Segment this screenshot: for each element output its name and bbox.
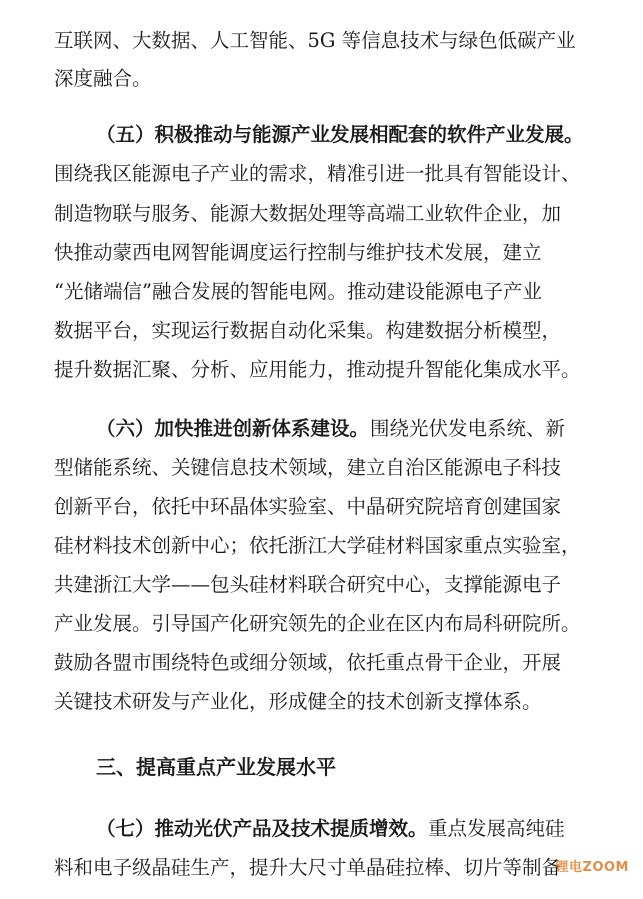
body-line <box>0 644 643 682</box>
body-line <box>0 234 643 272</box>
line-text: 料和电子级晶硅生产，提升大尺寸单晶硅拉棒、切片等制备 <box>54 856 562 879</box>
section-title-bold: （七）推动光伏产品及技术提质增效。 <box>96 817 428 840</box>
line-text: 硅材料技术创新中心；依托浙江大学硅材料国家重点实验室， <box>54 534 581 557</box>
body-line <box>0 449 643 487</box>
line-text: 产业发展。引导国产化研究领先的企业在区内布局科研院所。 <box>54 612 581 635</box>
line-text: 围绕我区能源电子产业的需求，精准引进一批具有智能设计、 <box>54 162 581 185</box>
chapter-title: 三、提高重点产业发展水平 <box>96 755 336 779</box>
line-text: 围绕光伏发电系统、新 <box>370 417 566 440</box>
section-heading-five <box>0 116 643 154</box>
body-line <box>0 155 643 193</box>
line-text: 提升数据汇聚、分析、应用能力，推动提升智能化集成水平。 <box>54 358 581 381</box>
line-text: 型储能系统、关键信息技术领域，建立自治区能源电子科技 <box>54 456 562 479</box>
body-line <box>0 605 643 643</box>
line-text: 创新平台，依托中环晶体实验室、中晶研究院培育创建国家 <box>54 495 562 518</box>
body-line <box>0 683 643 721</box>
body-line <box>0 312 643 350</box>
watermark-logo: 锂电ZOOM <box>555 860 629 875</box>
body-line <box>0 527 643 565</box>
line-text: 关键技术研发与产业化，形成健全的技术创新支撑体系。 <box>54 690 542 713</box>
line-text: 快推动蒙西电网智能调度运行控制与维护技术发展，建立 <box>54 241 542 264</box>
section-title-bold: （六）加快推进创新体系建设。 <box>96 417 370 440</box>
line-text: 共建浙江大学——包头硅材料联合研究中心，支撑能源电子 <box>54 573 562 596</box>
line-text: 重点发展高纯硅 <box>428 817 565 840</box>
line-text: 数据平台，实现运行数据自动化采集。构建数据分析模型， <box>54 319 562 342</box>
line-text: 鼓励各盟市围绕特色或细分领域，依托重点骨干企业，开展 <box>54 651 562 674</box>
line-text: 制造物联与服务、能源大数据处理等高端工业软件企业，加 <box>54 202 562 225</box>
section-heading-seven <box>0 810 643 848</box>
body-line <box>0 195 643 233</box>
line-text: 互联网、大数据、人工智能、5G 等信息技术与绿色低碳产业 <box>54 29 576 52</box>
body-line <box>0 60 643 98</box>
line-text: “光储端信”融合发展的智能电网。推动建设能源电子产业 <box>54 280 542 303</box>
body-line <box>0 351 643 389</box>
body-line <box>0 488 643 526</box>
chapter-heading <box>0 748 643 786</box>
section-title-bold: （五）积极推动与能源产业发展相配套的软件产业发展。 <box>96 123 584 146</box>
line-text: 深度融合。 <box>54 67 152 90</box>
body-line <box>0 22 643 60</box>
body-line <box>0 273 643 311</box>
body-line <box>0 566 643 604</box>
body-line <box>0 849 643 887</box>
section-heading-six <box>0 410 643 448</box>
